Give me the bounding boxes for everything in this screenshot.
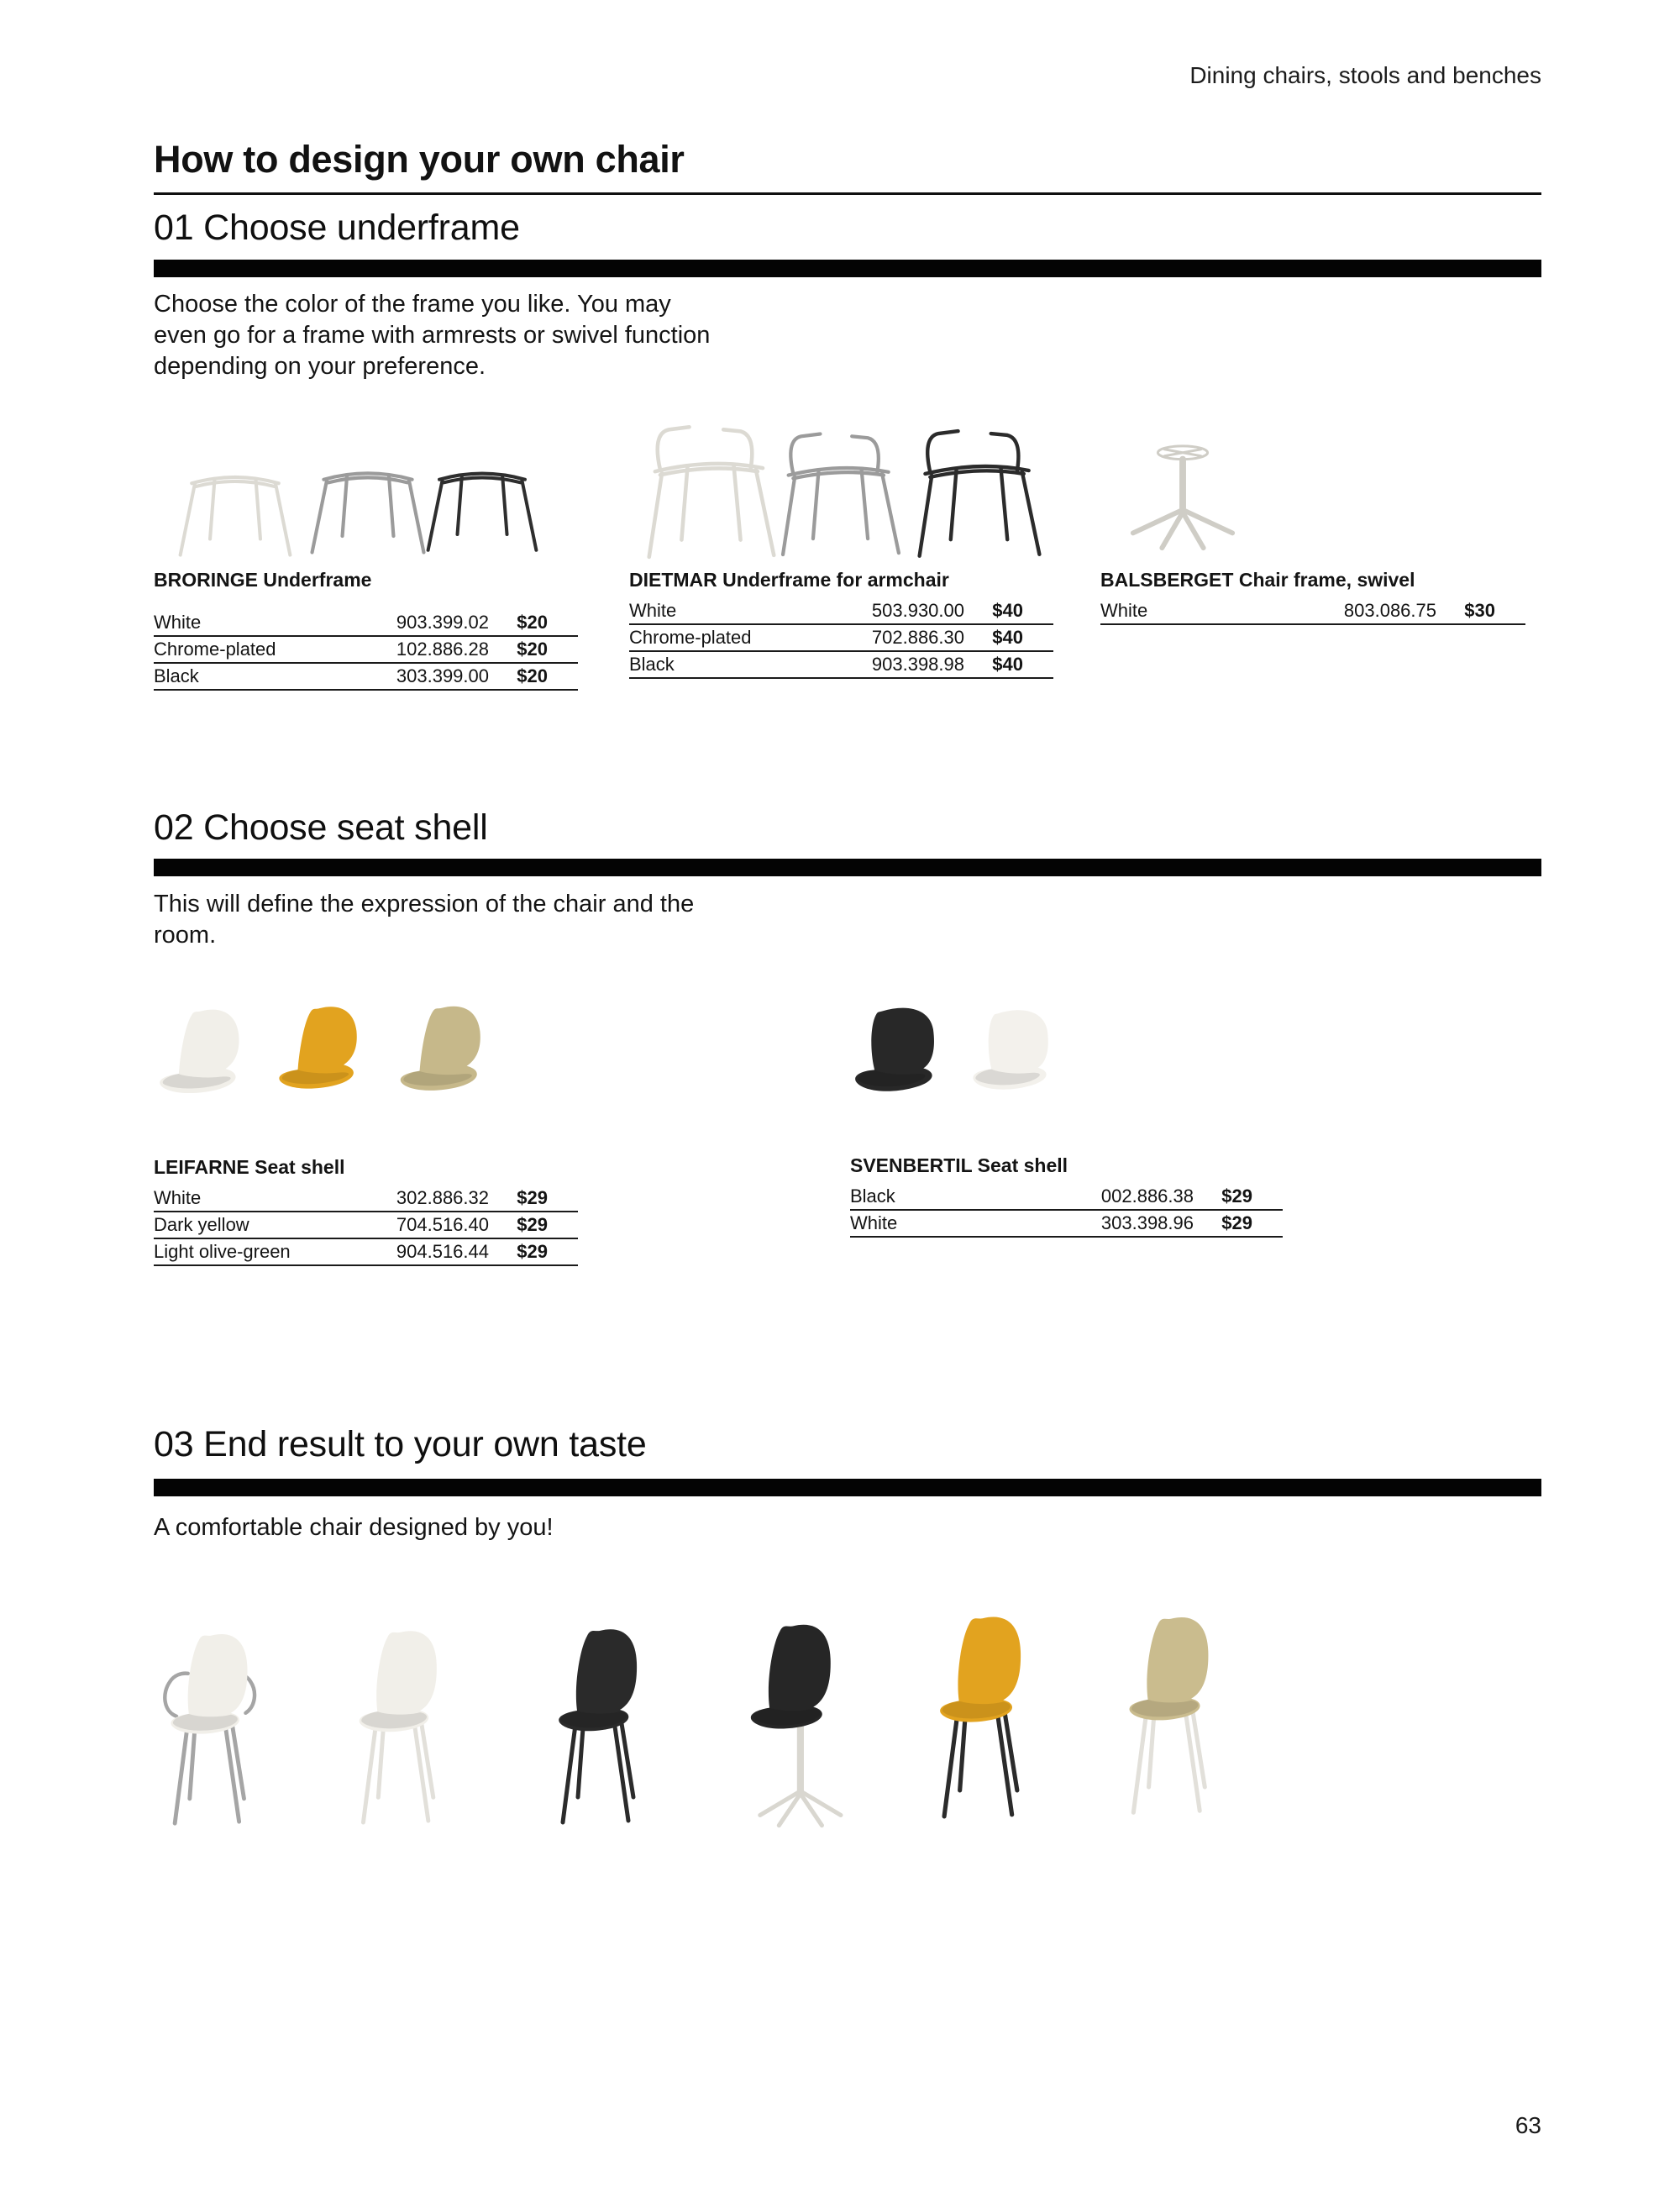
article-number: 002.886.38 — [1100, 1185, 1194, 1207]
table-row — [629, 625, 1053, 652]
result-chair-white-white-legs-image — [335, 1621, 488, 1829]
page-header-label: Dining chairs, stools and benches — [1189, 62, 1541, 88]
color-option-label: Chrome-plated — [629, 627, 752, 648]
section-02-divider-bar — [154, 859, 1541, 876]
price: $40 — [992, 654, 1023, 675]
table-row — [1100, 598, 1525, 625]
price: $20 — [517, 665, 548, 686]
leifarne-shell-dark-yellow-image — [270, 997, 383, 1108]
page-title: How to design your own chair — [154, 138, 685, 181]
section-01-divider-bar — [154, 260, 1541, 277]
color-option-label: Light olive-green — [154, 1241, 291, 1262]
product-table-dietmar — [629, 569, 1053, 679]
price: $40 — [992, 600, 1023, 621]
table-row — [154, 1212, 578, 1239]
price: $29 — [517, 1214, 548, 1235]
article-number: 303.399.00 — [396, 665, 489, 686]
title-rule — [154, 192, 1541, 195]
page-number: 63 — [1515, 2112, 1541, 2138]
article-number: 102.886.28 — [396, 639, 489, 660]
intro-line: This will define the expression of the chair and the — [154, 891, 695, 917]
result-chair-white-armrests-chrome-legs-image — [144, 1624, 301, 1830]
intro-line: A comfortable chair designed by you! — [154, 1514, 554, 1541]
table-row — [154, 610, 578, 637]
section-01-intro — [154, 289, 710, 382]
intro-line: room. — [154, 922, 217, 949]
section-03-intro — [154, 1512, 554, 1543]
table-row — [850, 1211, 1283, 1238]
color-option-label: Black — [154, 665, 199, 686]
price: $29 — [517, 1187, 548, 1208]
product-title: LEIFARNE Seat shell — [154, 1156, 345, 1178]
article-number: 803.086.75 — [1343, 600, 1436, 621]
section-02-intro — [154, 889, 694, 951]
dietmar-armchair-frame-chrome-image — [769, 419, 912, 562]
product-table-svenbertil — [850, 1154, 1283, 1238]
intro-line: Choose the color of the frame you like. You may — [154, 291, 671, 318]
price: $29 — [517, 1241, 548, 1262]
product-table-leifarne — [154, 1156, 578, 1266]
color-option-label: White — [154, 1187, 202, 1208]
table-row — [850, 1184, 1283, 1211]
svenbertil-shell-black-image — [846, 1001, 963, 1107]
article-number: 904.516.44 — [396, 1241, 489, 1262]
leifarne-shell-light-olive-green-image — [391, 1000, 508, 1107]
svenbertil-shell-white-image — [963, 1004, 1078, 1105]
price: $29 — [1221, 1212, 1252, 1233]
color-option-label: White — [1100, 600, 1148, 621]
color-option-label: Black — [629, 654, 675, 675]
color-option-label: White — [154, 612, 202, 633]
price: $20 — [517, 612, 548, 633]
product-title: BRORINGE Underframe — [154, 569, 372, 591]
article-number: 704.516.40 — [396, 1214, 489, 1235]
article-number: 903.398.98 — [871, 654, 964, 675]
article-number: 903.399.02 — [396, 612, 489, 633]
color-option-label: White — [629, 600, 677, 621]
product-table-balsberget — [1100, 569, 1525, 625]
intro-line: depending on your preference. — [154, 353, 486, 380]
broringe-underframe-black-image — [418, 454, 546, 558]
table-row — [629, 652, 1053, 679]
article-number: 303.398.96 — [1100, 1212, 1194, 1233]
price: $30 — [1464, 600, 1495, 621]
product-title: DIETMAR Underframe for armchair — [629, 569, 949, 591]
article-number: 302.886.32 — [396, 1187, 489, 1208]
product-table-broringe — [154, 569, 578, 691]
table-row — [154, 1239, 578, 1266]
section-02-heading: 02 Choose seat shell — [154, 807, 488, 848]
broringe-underframe-white-image — [160, 460, 311, 560]
color-option-label: Black — [850, 1185, 895, 1207]
result-chair-light-olive-white-legs-image — [1106, 1599, 1259, 1827]
article-number: 503.930.00 — [871, 600, 964, 621]
result-chair-dark-yellow-black-legs-image — [916, 1601, 1073, 1828]
table-row — [154, 664, 578, 691]
table-row — [154, 637, 578, 664]
intro-line: even go for a frame with armrests or swivel function — [154, 322, 711, 349]
article-number: 702.886.30 — [871, 627, 964, 648]
section-01-heading: 01 Choose underframe — [154, 208, 520, 248]
product-title: BALSBERGET Chair frame, swivel — [1100, 569, 1415, 591]
color-option-label: White — [850, 1212, 898, 1233]
table-row — [154, 1185, 578, 1212]
product-title: SVENBERTIL Seat shell — [850, 1154, 1068, 1176]
balsberget-swivel-base-image — [1115, 439, 1251, 555]
result-chair-black-black-legs-image — [534, 1619, 689, 1829]
result-chair-black-swivel-white-base-image — [727, 1614, 882, 1829]
section-03-divider-bar — [154, 1479, 1541, 1496]
color-option-label: Chrome-plated — [154, 639, 276, 660]
leifarne-shell-white-image — [150, 1003, 267, 1110]
price: $29 — [1221, 1185, 1252, 1207]
dietmar-armchair-frame-black-image — [906, 417, 1053, 563]
price: $40 — [992, 627, 1023, 648]
color-option-label: Dark yellow — [154, 1214, 249, 1235]
section-03-heading: 03 End result to your own taste — [154, 1424, 647, 1464]
table-row — [629, 598, 1053, 625]
price: $20 — [517, 639, 548, 660]
